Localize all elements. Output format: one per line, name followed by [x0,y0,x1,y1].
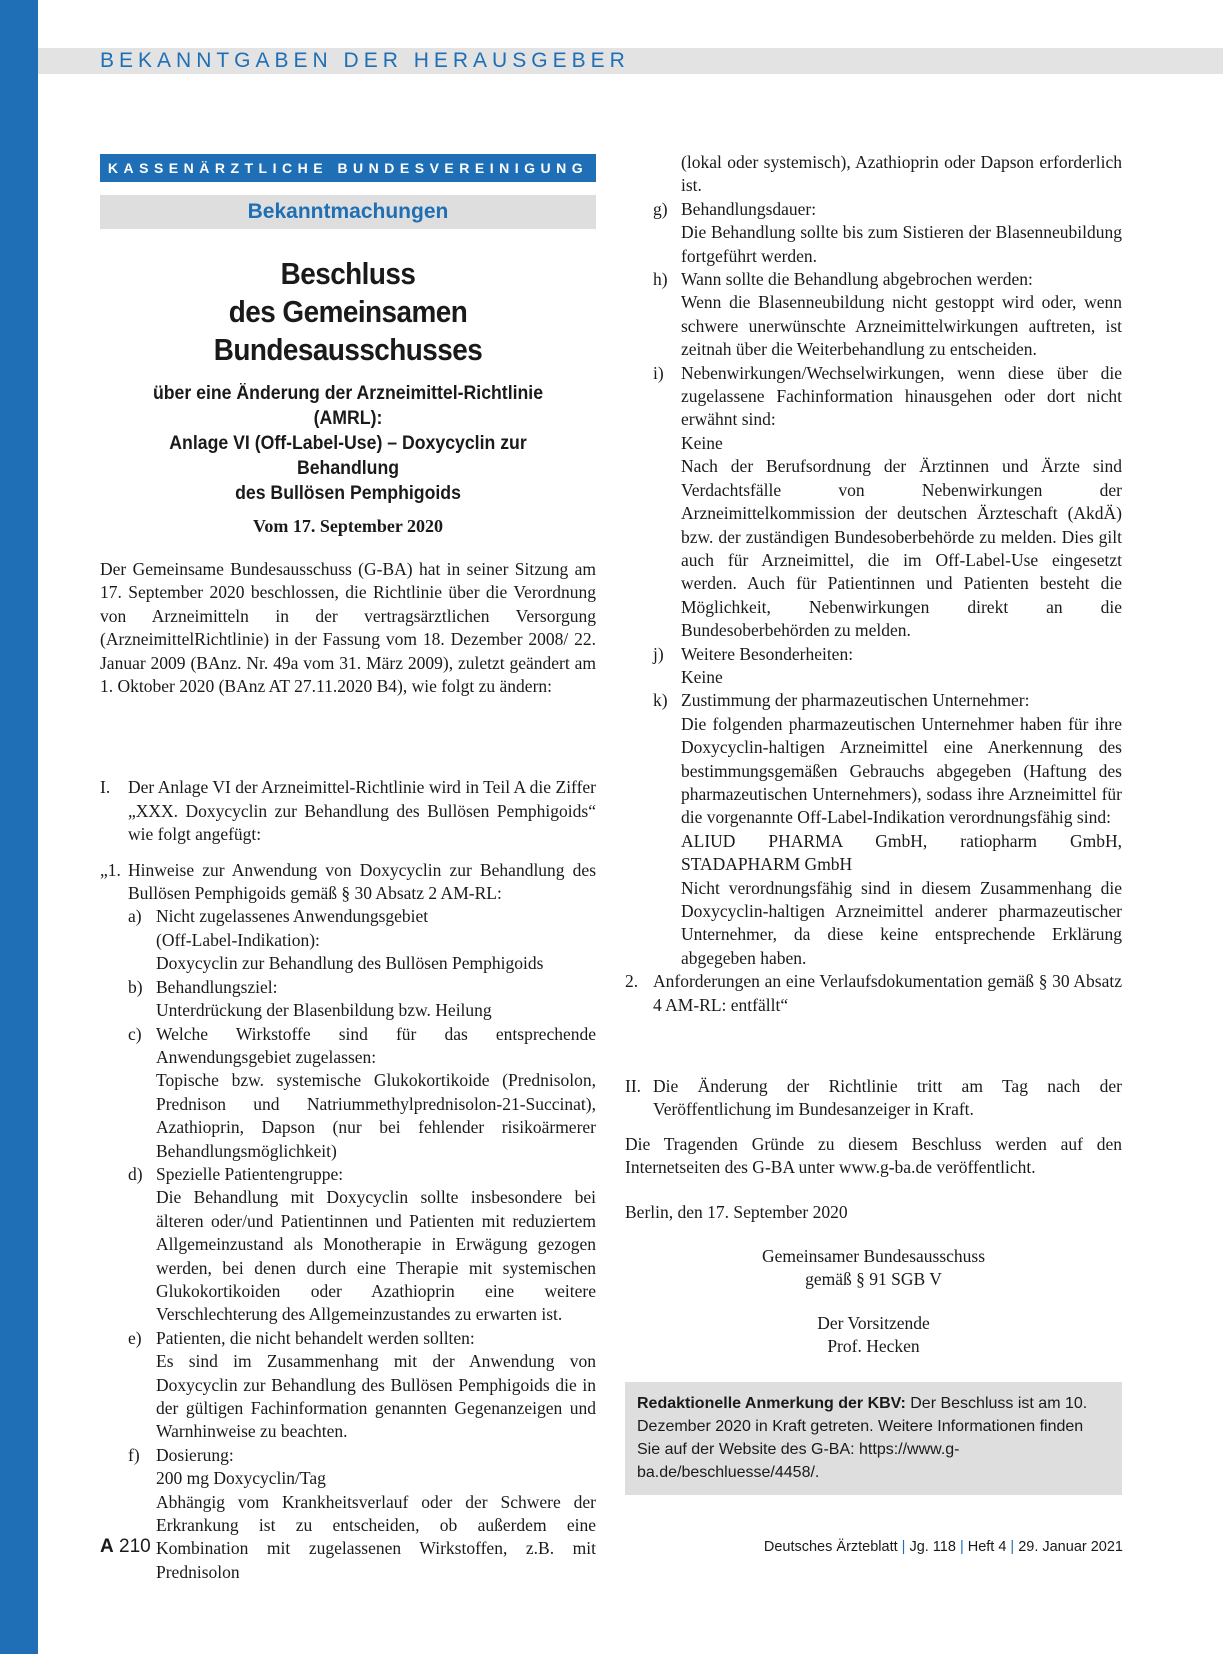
place-date: Berlin, den 17. September 2020 [625,1201,848,1222]
item-j-label: Weitere Besonderheiten: [681,643,854,664]
item-2 [625,970,1122,1017]
signature-role: Der Vorsitzende [817,1312,930,1333]
category-bar: Bekanntmachungen [100,195,596,229]
item-k-companies: ALIUD PHARMA GmbH, ratiopharm GmbH, STADAPHARM GmbH [681,830,1122,875]
footer-separator: | [1010,1539,1015,1555]
item-h-body: Wenn die Blasenneubildung nicht gestoppt wird oder, wenn schwere unerwünschte Arzneimittelwirkungen auftreten, ist zeitnah über die Weiterbehandlung zu entscheiden. [681,292,1122,360]
subtitle-line-3: des Bullösen Pemphigoids [235,483,461,504]
item-e-label: Patienten, die nicht behandelt werden sollten: [156,1327,475,1348]
item-i-marker: i) [653,362,664,383]
item-k [653,689,1122,970]
tragende-gruende: Die Tragenden Gründe zu diesem Beschluss werden auf den Internetseiten des G-BA unter www.g-ba.de veröffentlicht. [625,1133,1122,1178]
item-g-body: Die Behandlung sollte bis zum Sistieren der Blasenneubildung fortgeführt werden. [681,222,1122,266]
section-i [100,776,596,846]
item-i-line: Keine [681,432,723,453]
item-a-label: Nicht zugelassenes Anwendungsgebiet [156,906,429,927]
section-ii-marker: II. [625,1076,642,1097]
item-d-body: Die Behandlung mit Doxycyclin sollte insbesondere bei älteren oder/und Patientinnen und Patienten mit reduziertem Allgemeinzustand als Monotherapie in Erwägung gezogen werden, bei denen durch eine Therapie mit systemischen Glukokortikoiden oder Azathioprin eine weitere Verschlechterung des Allgemeinzustandes zu erwarten ist. [156,1187,596,1325]
item-h-marker: h) [653,269,668,290]
item-f-continuation: (lokal oder systemisch), Azathioprin oder Dapson erforderlich ist. [681,152,1122,196]
item-g [653,198,1122,268]
footer-separator: | [959,1539,964,1555]
signature-person [625,1312,1122,1359]
item-k-body: Die folgenden pharmazeutischen Unternehmer haben für ihre Doxycyclin-haltigen Arzneimittel eine Anerkennung des bestimmungsgemäßen Gebrauchs abgegeben (Haftung des pharmazeutischen Unternehmers), sodass ihre Arzneimittel für die vorgenannte Off-Label-Indikation verordnungsfähig sind: [681,713,1122,828]
editorial-note-text: Der Beschluss ist am 10. Dezember 2020 in Kraft getreten. Weitere Informationen finden Sie auf der Website des G-BA: https://www.g-ba.de/beschluesse/4458/. [637,1394,1088,1481]
item-k-label: Zustimmung der pharmazeutischen Unternehmer: [681,690,1030,711]
page-prefix: A [100,1536,114,1557]
section-ii-text: Die Änderung der Richtlinie tritt am Tag nach der Veröffentlichung im Bundesanzeiger in Kraft. [653,1076,1122,1120]
item-g-label: Behandlungsdauer: [681,198,817,219]
item-2-text: Anforderungen an eine Verlaufsdokumentation gemäß § 30 Absatz 4 AM-RL: entfällt“ [653,971,1122,1015]
article-date: Vom 17. September 2020 [253,516,443,536]
item-f-body: Abhängig vom Krankheitsverlauf oder der Schwere der Erkrankung ist zu entscheiden, ob außerdem eine Kombination mit zugelassenen Wirkstoffen, z.B. mit Prednisolon [156,1491,596,1582]
item-a-body: Doxycyclin zur Behandlung des Bullösen Pemphigoids [156,953,544,974]
right-column [625,151,1122,1495]
item-h-label: Wann sollte die Behandlung abgebrochen werden: [681,269,1033,290]
page-number [100,1536,151,1558]
subtitle-line-1: über eine Änderung der Arzneimittel-Richtlinie (AMRL): [152,383,544,429]
item-e [128,1327,596,1444]
item-f-continued [653,151,1122,198]
item-j-marker: j) [653,643,664,664]
item-b-body: Unterdrückung der Blasenbildung bzw. Heilung [156,1000,492,1021]
journal-date: 29. Januar 2021 [1018,1539,1123,1555]
item-b-label: Behandlungsziel: [156,976,278,997]
item-i [653,362,1122,643]
editorial-note-label: Redaktionelle Anmerkung der KBV: [637,1394,906,1412]
signature-org-line-1: Gemeinsamer Bundesausschuss [761,1246,986,1267]
hinweise-item [100,859,596,906]
item-c [128,1023,596,1163]
section-ii [625,1075,1122,1122]
item-c-marker: c) [128,1023,142,1044]
item-f-line: 200 mg Doxycyclin/Tag [156,1468,326,1489]
item-k-body2: Nicht verordnungsfähig sind in diesem Zusammenhang die Doxycyclin-haltigen Arzneimittel anderer pharmazeutischer Unternehmer, da diese keine entsprechende Erklärung abgegeben haben. [681,877,1122,968]
journal-name: Deutsches Ärzteblatt [763,1539,898,1555]
item-i-body: Nach der Berufsordnung der Ärztinnen und Ärzte sind Verdachtsfälle von Nebenwirkungen der Arzneimittelkommission der deutschen Ärzteschaft (AkdÄ) bzw. der zuständigen Bundesoberbehörde zu melden. Dies gilt auch für Arzneimittel, die im Off-Label-Use eingesetzt werden. Auch für Patientinnen und Patienten besteht die Möglichkeit, Nebenwirkungen direkt an die Bundesoberbehörden zu melden. [681,456,1122,641]
hinweise-text: Hinweise zur Anwendung von Doxycyclin zur Behandlung des Bullösen Pemphigoids gemäß § 30 Absatz 2 AM-RL: [128,859,596,904]
subtitle-line-2: Anlage VI (Off-Label-Use) – Doxycyclin zur Behandlung [169,433,527,479]
item-g-marker: g) [653,198,668,219]
side-color-bar [0,0,38,1654]
section-header: BEKANNTGABEN DER HERAUSGEBER [100,49,630,72]
item-c-body: Topische bzw. systemische Glukokortikoide (Prednisolon, Prednison und Natriummethylprednisolon-21-Succinat), Azathioprin, Dapson (nur bei fehlender risikoärmerer Behandlungsmöglichkeit) [156,1070,596,1161]
title-line-1: Beschluss [280,256,416,291]
footer-separator: | [901,1539,906,1555]
item-b-marker: b) [128,976,143,997]
item-a-marker: a) [128,906,142,927]
item-i-label: Nebenwirkungen/Wechselwirkungen, wenn diese über die zugelassene Fachinformation hinausgehen oder dort nicht erwähnt sind: [681,362,1122,430]
item-f-label: Dosierung: [156,1444,234,1465]
item-f-marker: f) [128,1444,140,1465]
editorial-note [625,1382,1122,1495]
item-h [653,268,1122,362]
signature-org [625,1245,1122,1292]
title-line-2: des Gemeinsamen Bundesausschusses [213,294,483,367]
item-d [128,1163,596,1327]
item-j [653,643,1122,690]
org-bar: KASSENÄRZTLICHE BUNDESVEREINIGUNG [100,154,596,182]
hinweise-marker: „1. [100,859,121,880]
item-d-label: Spezielle Patientengruppe: [156,1163,344,1184]
item-d-marker: d) [128,1163,143,1184]
left-column [100,154,596,1584]
item-f [128,1444,596,1584]
signature-org-line-2: gemäß § 91 SGB V [805,1269,942,1290]
section-i-text: Der Anlage VI der Arzneimittel-Richtlinie wird in Teil A die Ziffer „XXX. Doxycyclin zur Behandlung des Bullösen Pemphigoids“ wie folgt angefügt: [128,777,596,845]
section-i-marker: I. [100,777,111,798]
item-j-body: Keine [681,666,723,687]
article-subtitle [117,381,578,506]
intro-paragraph: Der Gemeinsame Bundesausschuss (G-BA) hat in seiner Sitzung am 17. September 2020 beschlossen, die Richtlinie über die Verordnung von Arzneimitteln in der vertragsärztlichen Versorgung (ArzneimittelRichtlinie) in der Fassung vom 18. Dezember 2008/ 22. Januar 2009 (BAnz. Nr. 49a vom 31. März 2009), zuletzt geändert am 1. Oktober 2020 (BAnz AT 27.11.2020 B4), wie folgt zu ändern: [100,559,596,697]
page-number-value: 210 [119,1536,151,1557]
item-k-marker: k) [653,690,668,711]
item-a-label2: (Off-Label-Indikation): [156,929,320,950]
item-e-marker: e) [128,1327,142,1348]
journal-footer [764,1539,1123,1555]
item-b [128,976,596,1023]
item-e-body: Es sind im Zusammenhang mit der Anwendung von Doxycyclin zur Behandlung des Bullösen Pemphigoids die in der gültigen Fachinformation genannten Gegenanzeigen und Warnhinweise zu beachten. [156,1351,596,1442]
item-2-marker: 2. [625,971,639,992]
signature-name: Prof. Hecken [827,1336,920,1357]
journal-volume: Jg. 118 [909,1539,956,1555]
article-title [125,255,571,369]
item-c-label: Welche Wirkstoffe sind für das entsprechende Anwendungsgebiet zugelassen: [156,1023,596,1067]
journal-issue: Heft 4 [967,1539,1007,1555]
item-a [128,905,596,975]
